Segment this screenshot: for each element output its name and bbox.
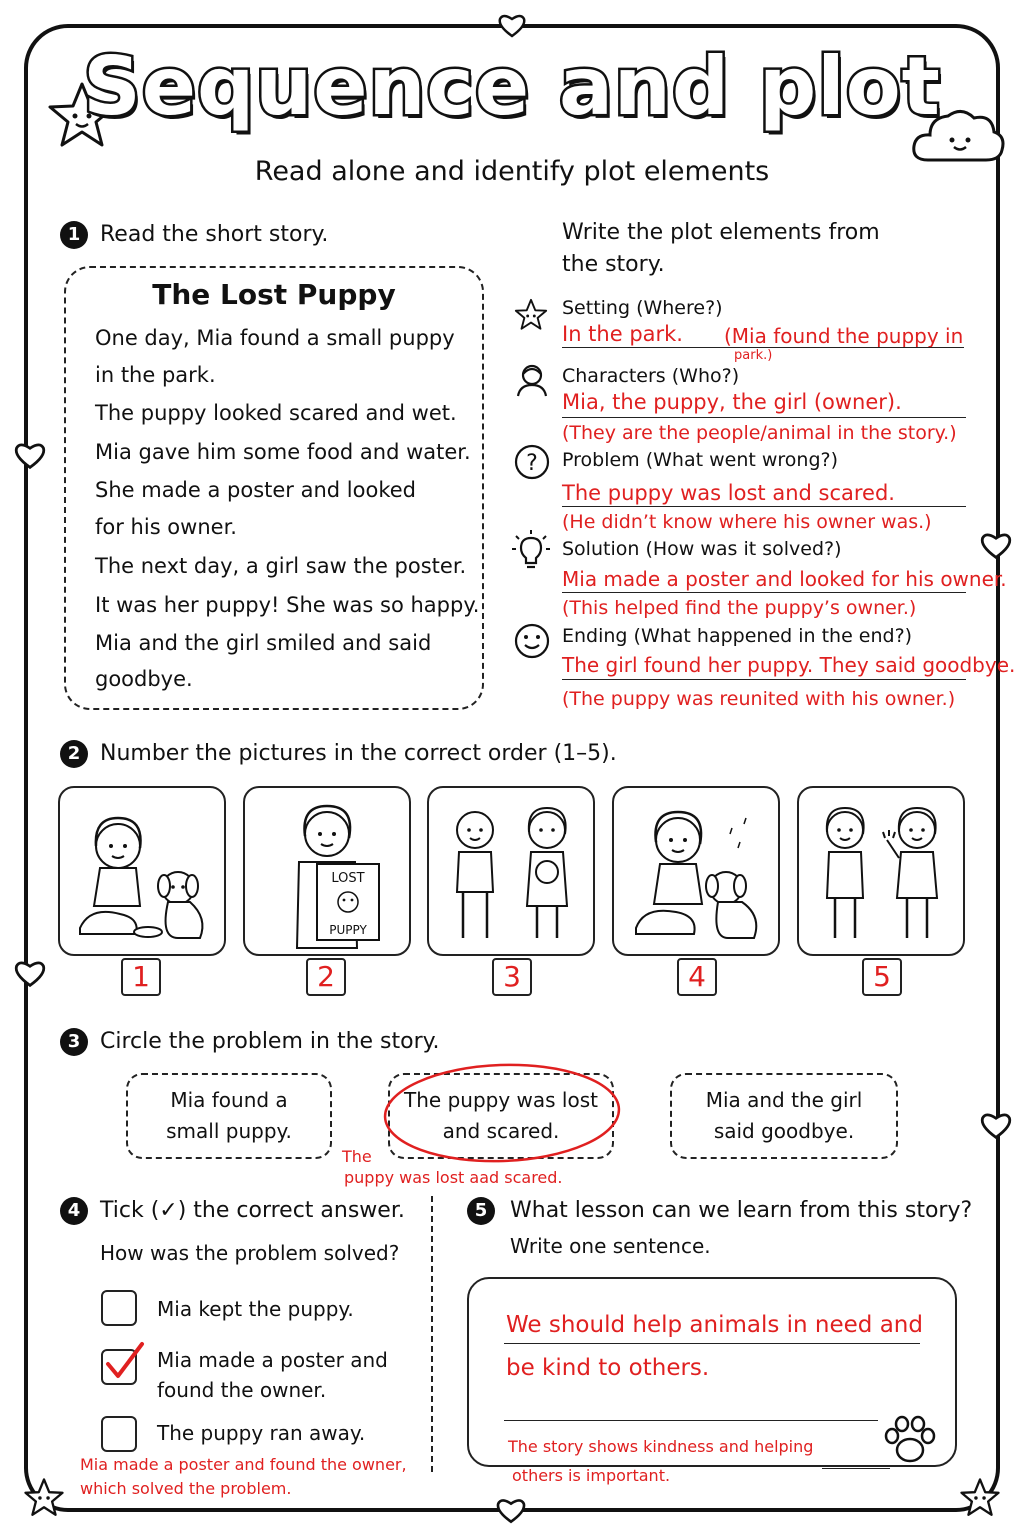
answer-circle xyxy=(380,1058,628,1168)
section-3-note: The xyxy=(342,1147,372,1166)
answer-line xyxy=(562,506,966,507)
answer-line xyxy=(562,679,966,680)
section-5-note-2: others is important. xyxy=(512,1466,671,1485)
characters-answer[interactable]: Mia, the puppy, the girl (owner). xyxy=(562,390,902,414)
order-box-1[interactable]: 1 xyxy=(121,958,161,996)
section-4-heading: Tick (✓) the correct answer. xyxy=(100,1198,405,1223)
option-ran-away: The puppy ran away. xyxy=(157,1421,366,1445)
choice-text: The puppy was lost xyxy=(404,1088,598,1112)
heart-icon xyxy=(12,958,48,988)
story-line: Mia gave him some food and water. xyxy=(95,440,471,464)
picture-mia-feeds-puppy[interactable] xyxy=(612,786,780,956)
heart-icon xyxy=(494,1496,528,1524)
order-box-5[interactable]: 5 xyxy=(862,958,902,996)
heart-icon xyxy=(12,440,48,470)
poster-puppy-text: PUPPY xyxy=(329,923,367,937)
choice-text: Mia found a xyxy=(170,1088,288,1112)
characters-label: Characters (Who?) xyxy=(562,365,740,387)
star-face-icon xyxy=(958,1476,1002,1520)
lesson-answer-2[interactable]: be kind to others. xyxy=(506,1355,710,1381)
ending-note: (The puppy was reunited with his owner.) xyxy=(562,688,956,710)
characters-note: (They are the people/animal in the story.) xyxy=(562,422,957,444)
section-1-number: 1 xyxy=(60,221,88,249)
setting-note-2: park.) xyxy=(734,348,773,363)
lesson-answer[interactable]: We should help animals in need and xyxy=(506,1312,923,1338)
svg-text:?: ? xyxy=(526,451,538,476)
story-line: It was her puppy! She was so happy. xyxy=(95,593,480,617)
question-icon xyxy=(513,443,551,481)
section-2-heading: Number the pictures in the correct order (1–5). xyxy=(100,741,617,766)
heart-icon xyxy=(496,12,528,38)
checkbox-ran-away[interactable] xyxy=(101,1416,137,1452)
section-5-subheading: Write one sentence. xyxy=(510,1234,711,1258)
smiley-icon xyxy=(513,622,551,660)
section-4-note-2: which solved the problem. xyxy=(80,1479,292,1498)
ending-answer[interactable]: The girl found her puppy. They said goodbye. xyxy=(562,653,1016,677)
section-4-question: How was the problem solved? xyxy=(100,1241,400,1265)
person-icon xyxy=(514,362,550,398)
setting-label: Setting (Where?) xyxy=(562,297,723,319)
section-4-note: Mia made a poster and found the owner, xyxy=(80,1455,407,1474)
poster-lost-text: LOST xyxy=(331,871,365,886)
plot-heading: Write the plot elements from xyxy=(562,220,880,245)
section-5-note: The story shows kindness and helping xyxy=(508,1437,814,1456)
choice-text: Mia and the girl xyxy=(705,1088,863,1112)
order-box-2[interactable]: 2 xyxy=(306,958,346,996)
story-line: The puppy looked scared and wet. xyxy=(95,401,457,425)
picture-girl-gets-puppy[interactable] xyxy=(427,786,595,956)
order-box-3[interactable]: 3 xyxy=(492,958,532,996)
answer-line xyxy=(822,1468,890,1469)
picture-mia-finds-puppy[interactable] xyxy=(58,786,226,956)
option-made-poster-2: found the owner. xyxy=(157,1378,327,1402)
solution-note: (This helped find the puppy’s owner.) xyxy=(562,597,917,619)
answer-line xyxy=(562,592,966,593)
setting-note: (Mia found the puppy in xyxy=(724,324,964,348)
star-face-icon xyxy=(512,297,550,333)
answer-line xyxy=(562,417,966,418)
section-5-heading: What lesson can we learn from this story? xyxy=(510,1198,973,1223)
solution-answer[interactable]: Mia made a poster and looked for his owner. xyxy=(562,567,1007,591)
choice-text: and scared. xyxy=(442,1119,560,1143)
checkbox-kept-puppy[interactable] xyxy=(101,1290,137,1326)
star-face-icon xyxy=(22,1476,66,1520)
choice-text: said goodbye. xyxy=(713,1119,855,1143)
problem-note: (He didn’t know where his owner was.) xyxy=(562,511,932,533)
story-line: She made a poster and looked xyxy=(95,478,416,502)
picture-mia-poster[interactable] xyxy=(243,786,411,956)
section-3-heading: Circle the problem in the story. xyxy=(100,1029,440,1054)
setting-answer[interactable]: In the park. xyxy=(562,322,683,346)
ending-label: Ending (What happened in the end?) xyxy=(562,625,913,647)
problem-label: Problem (What went wrong?) xyxy=(562,449,839,471)
order-box-4[interactable]: 4 xyxy=(677,958,717,996)
story-line: The next day, a girl saw the poster. xyxy=(95,554,467,578)
story-line: goodbye. xyxy=(95,667,193,691)
choice-said-goodbye[interactable] xyxy=(670,1073,898,1159)
page-subtitle: Read alone and identify plot elements xyxy=(254,156,770,187)
story-line: in the park. xyxy=(95,363,216,387)
section-3-number: 3 xyxy=(60,1028,88,1056)
heart-icon xyxy=(978,1110,1014,1140)
solution-label: Solution (How was it solved?) xyxy=(562,538,842,560)
page-title: Sequence and plot xyxy=(83,40,941,133)
story-title: The Lost Puppy xyxy=(152,278,396,311)
section-1-heading: Read the short story. xyxy=(100,222,329,247)
choice-text: small puppy. xyxy=(166,1119,292,1143)
heart-icon xyxy=(978,530,1014,560)
problem-answer[interactable]: The puppy was lost and scared. xyxy=(562,481,895,505)
lightbulb-icon xyxy=(510,528,552,572)
story-line: One day, Mia found a small puppy xyxy=(95,326,455,350)
choice-found-puppy[interactable] xyxy=(126,1073,332,1159)
section-4-number: 4 xyxy=(60,1197,88,1225)
plot-heading-2: the story. xyxy=(562,252,665,277)
section-2-number: 2 xyxy=(60,740,88,768)
answer-line xyxy=(504,1420,878,1421)
section-5-number: 5 xyxy=(467,1197,495,1225)
paw-icon xyxy=(880,1412,940,1468)
answer-line xyxy=(504,1343,920,1344)
checkmark-icon xyxy=(102,1340,146,1384)
story-line: for his owner. xyxy=(95,515,237,539)
option-kept-puppy: Mia kept the puppy. xyxy=(157,1297,354,1321)
option-made-poster: Mia made a poster and xyxy=(157,1348,388,1372)
section-3-note-2: puppy was lost aad scared. xyxy=(344,1168,563,1187)
picture-girls-wave-goodbye[interactable] xyxy=(797,786,965,956)
section-divider xyxy=(431,1196,433,1472)
story-line: Mia and the girl smiled and said xyxy=(95,631,432,655)
